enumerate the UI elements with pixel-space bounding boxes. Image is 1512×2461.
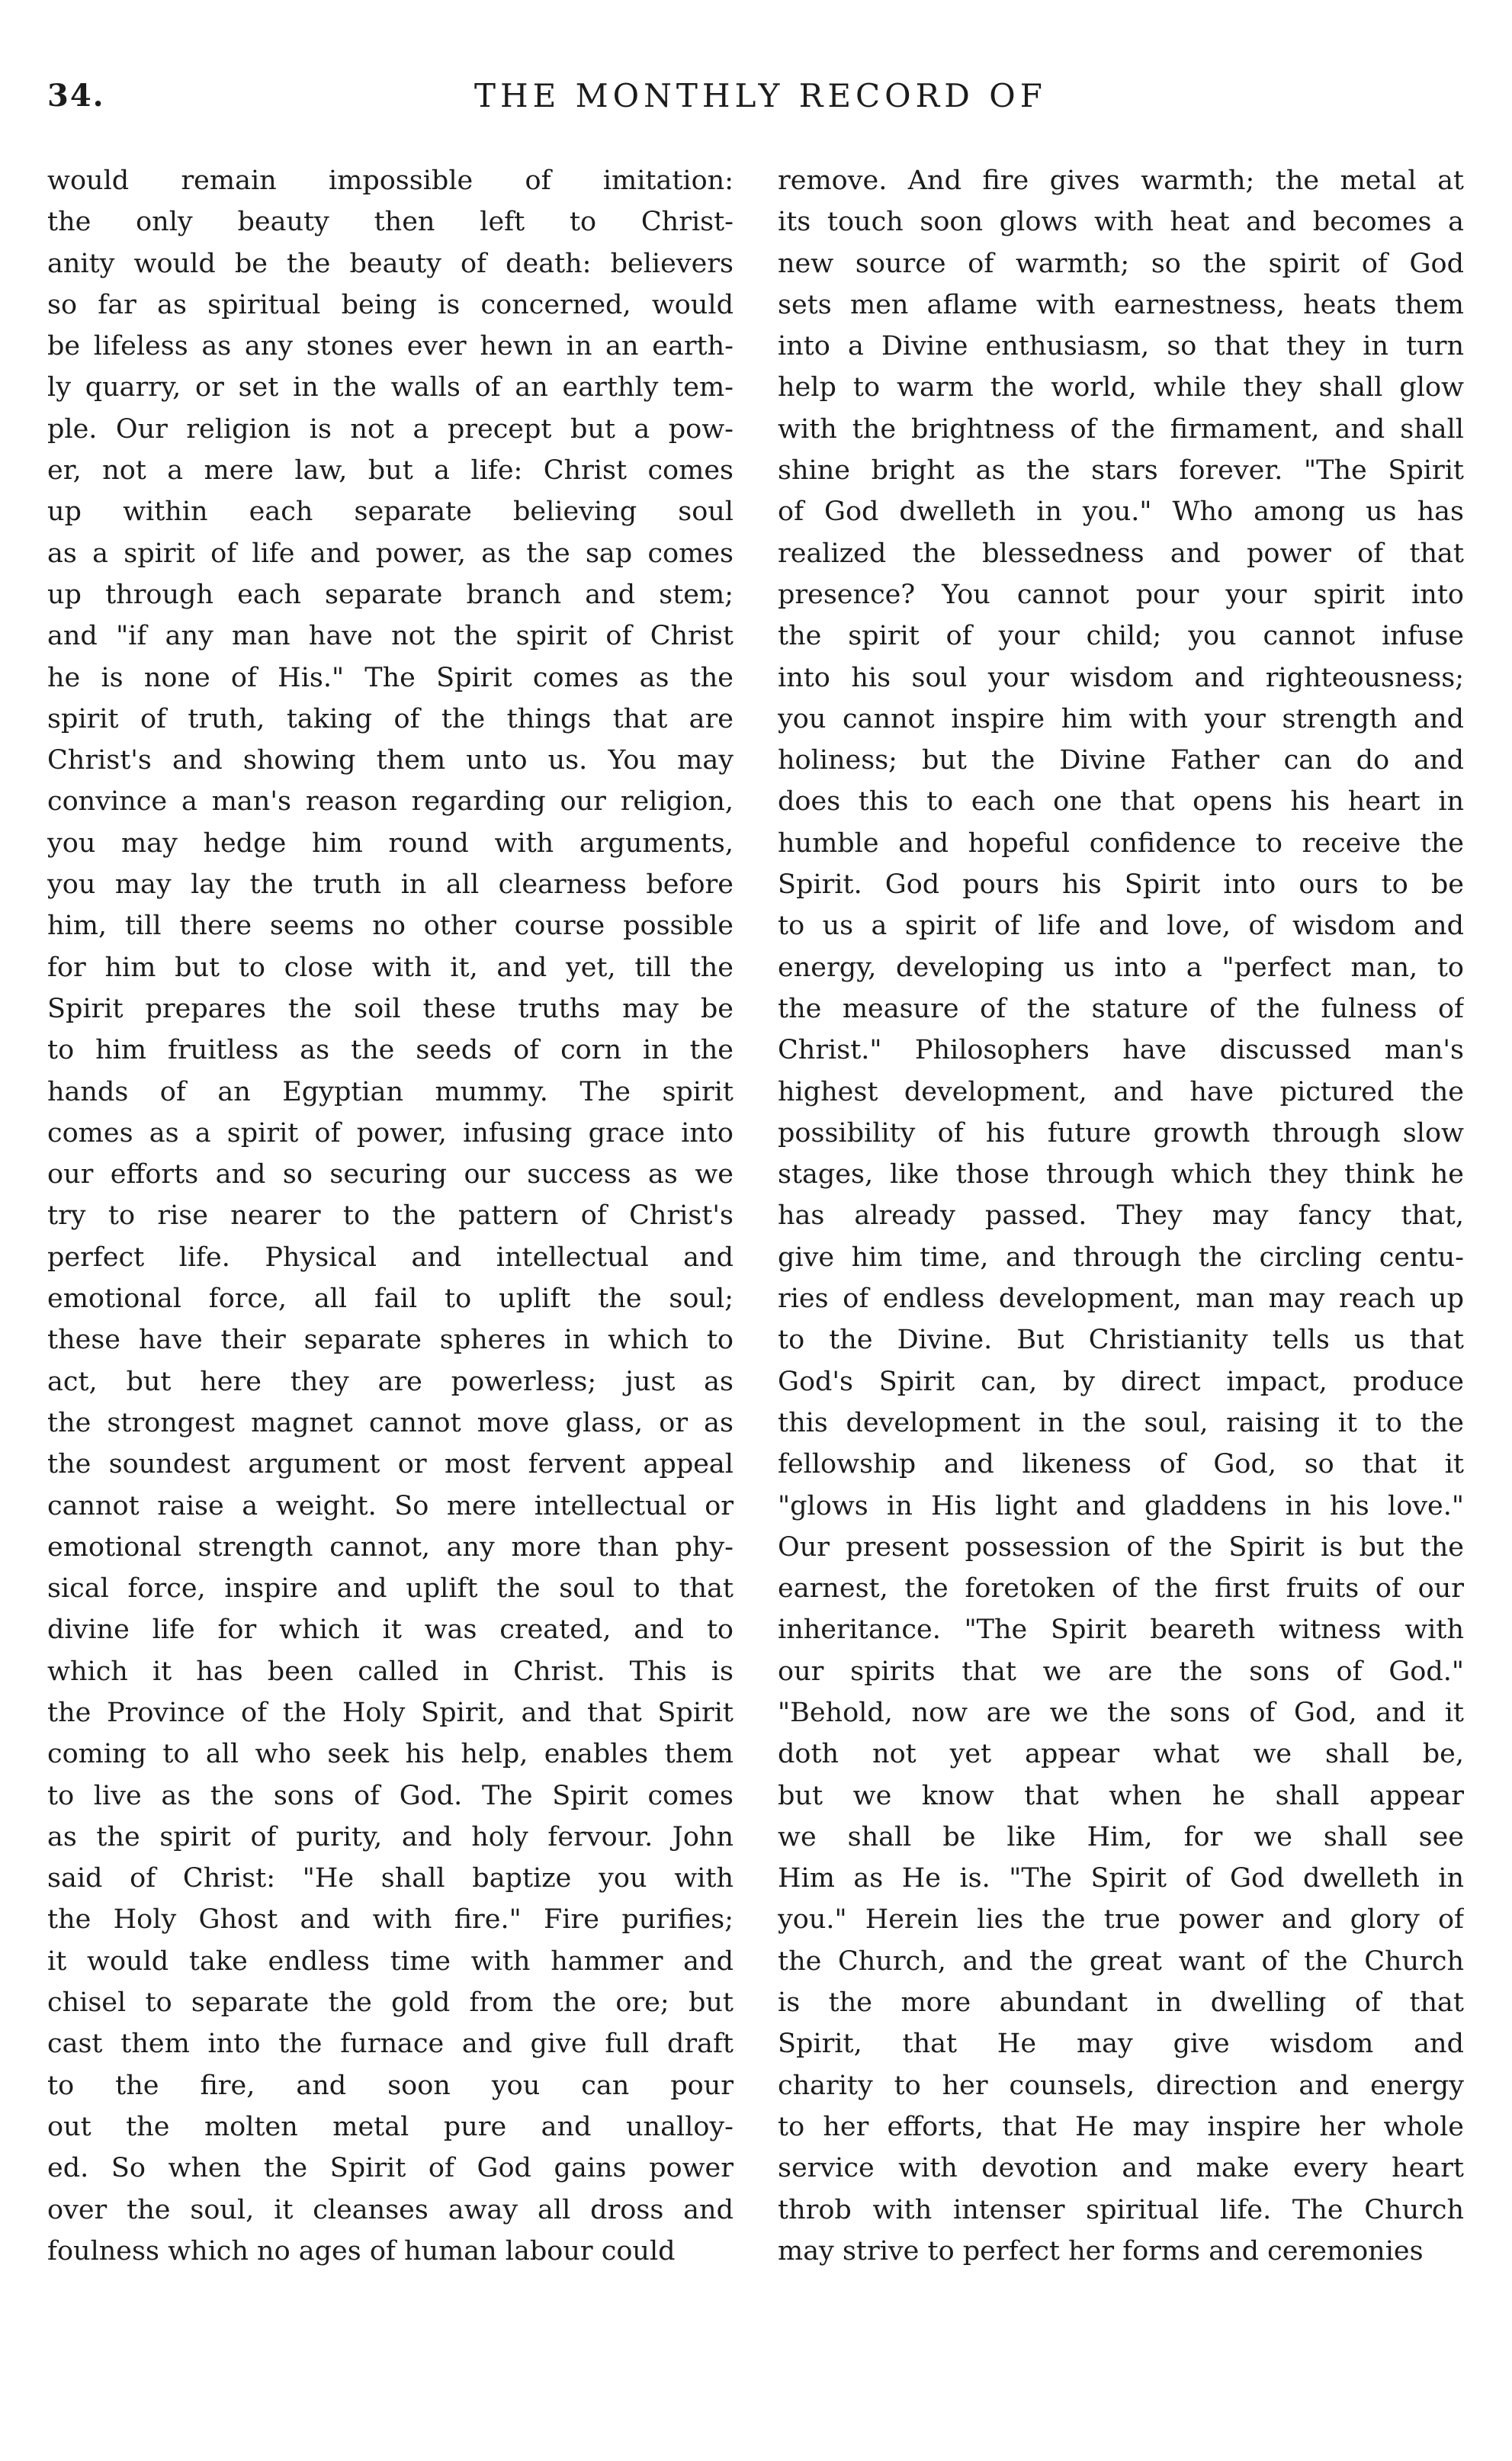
text-line: ple. Our religion is not a precept but a pow- bbox=[47, 413, 734, 445]
text-line: try to rise nearer to the pattern of Christ's bbox=[47, 1200, 734, 1232]
text-line: realized the blessedness and power of that bbox=[778, 538, 1464, 569]
text-line: spirit of truth, taking of the things that are bbox=[47, 703, 734, 734]
text-line: er, not a mere law, but a life: Christ comes bbox=[47, 455, 734, 487]
text-line: Spirit prepares the soil these truths may be bbox=[47, 993, 734, 1024]
text-line: may strive to perfect her forms and ceremonies bbox=[778, 2235, 1424, 2267]
text-line: fellowship and likeness of God, so that it bbox=[778, 1449, 1464, 1480]
text-line: perfect life. Physical and intellectual and bbox=[47, 1242, 734, 1273]
text-line: shine bright as the stars forever. "The Spirit bbox=[778, 455, 1464, 487]
text-line: chisel to separate the gold from the ore; but bbox=[47, 1987, 734, 2019]
text-line: which it has been called in Christ. This is bbox=[47, 1656, 734, 1687]
text-line: to the Divine. But Christianity tells us that bbox=[778, 1325, 1464, 1356]
text-line: Christ's and showing them unto us. You may bbox=[47, 745, 734, 776]
text-line: presence? You cannot pour your spirit into bbox=[778, 579, 1464, 610]
text-line: the Holy Ghost and with fire." Fire purifies; bbox=[47, 1904, 734, 1936]
text-line: stages, like those through which they think he bbox=[778, 1159, 1464, 1190]
text-line: into a Divine enthusiasm, so that they in turn bbox=[778, 331, 1464, 362]
text-line: ly quarry, or set in the walls of an earthly tem- bbox=[47, 372, 734, 403]
running-title: THE MONTHLY RECORD OF bbox=[474, 77, 1047, 114]
text-line: act, but here they are powerless; just as bbox=[47, 1366, 734, 1397]
text-line: earnest, the foretoken of the first fruits of our bbox=[778, 1573, 1464, 1605]
text-line: emotional force, all fail to uplift the soul; bbox=[47, 1284, 734, 1315]
text-line: holiness; but the Divine Father can do and bbox=[778, 745, 1464, 776]
text-line: the strongest magnet cannot move glass, or as bbox=[47, 1407, 734, 1438]
text-line: Our present possession of the Spirit is but the bbox=[778, 1531, 1464, 1563]
text-line: is the more abundant in dwelling of that bbox=[778, 1987, 1464, 2019]
text-line: to us a spirit of life and love, of wisdom and bbox=[778, 911, 1464, 942]
text-line: divine life for which it was created, and to bbox=[47, 1614, 734, 1646]
text-line: ed. So when the Spirit of God gains power bbox=[47, 2153, 734, 2184]
text-line: our efforts and so securing our success as we bbox=[47, 1159, 734, 1190]
page-number: 34. bbox=[47, 78, 105, 114]
text-line: our spirits that we are the sons of God." bbox=[778, 1656, 1464, 1687]
text-line: Christ." Philosophers have discussed man's bbox=[778, 1035, 1464, 1066]
text-line: foulness which no ages of human labour could bbox=[47, 2235, 676, 2267]
text-line: it would take endless time with hammer and bbox=[47, 1945, 734, 1977]
text-line: of God dwelleth in you." Who among us has bbox=[778, 496, 1464, 528]
text-line: sets men aflame with earnestness, heats them bbox=[778, 289, 1464, 320]
left-column bbox=[47, 160, 734, 2272]
text-line: emotional strength cannot, any more than phy- bbox=[47, 1531, 734, 1563]
text-line: its touch soon glows with heat and becomes a bbox=[778, 207, 1464, 238]
text-line: you cannot inspire him with your strength and bbox=[778, 703, 1464, 734]
text-line: highest development, and have pictured the bbox=[778, 1076, 1464, 1107]
text-line: comes as a spirit of power, infusing grace into bbox=[47, 1117, 734, 1149]
text-line: Spirit. God pours his Spirit into ours to be bbox=[778, 869, 1464, 901]
text-line: the measure of the stature of the fulness of bbox=[778, 993, 1464, 1024]
text-line: said of Christ: "He shall baptize you with bbox=[47, 1863, 734, 1894]
text-line: coming to all who seek his help, enables them bbox=[47, 1739, 734, 1770]
text-line: you may hedge him round with arguments, bbox=[47, 827, 734, 859]
text-line: humble and hopeful confidence to receive the bbox=[778, 827, 1464, 859]
text-line: the Church, and the great want of the Church bbox=[778, 1945, 1464, 1977]
text-line: ries of endless development, man may reach up bbox=[778, 1284, 1464, 1315]
text-line: to him fruitless as the seeds of corn in the bbox=[47, 1035, 734, 1066]
right-column bbox=[778, 160, 1464, 2272]
text-line: has already passed. They may fancy that, bbox=[778, 1200, 1464, 1232]
text-line: so far as spiritual being is concerned, would bbox=[47, 289, 734, 320]
text-line: you." Herein lies the true power and glory of bbox=[778, 1904, 1464, 1936]
text-line: throb with intenser spiritual life. The Church bbox=[778, 2194, 1464, 2225]
text-line: these have their separate spheres in which to bbox=[47, 1325, 734, 1356]
text-line: energy, developing us into a "perfect man, to bbox=[778, 952, 1464, 983]
text-line: "Behold, now are we the sons of God, and it bbox=[778, 1697, 1464, 1728]
text-line: as a spirit of life and power, as the sap comes bbox=[47, 538, 734, 569]
text-line: he is none of His." The Spirit comes as the bbox=[47, 662, 734, 693]
text-line: for him but to close with it, and yet, till the bbox=[47, 952, 734, 983]
text-line: him, till there seems no other course possible bbox=[47, 911, 734, 942]
text-line: Spirit, that He may give wisdom and bbox=[778, 2029, 1464, 2060]
text-line: to the fire, and soon you can pour bbox=[47, 2070, 734, 2101]
text-line: to live as the sons of God. The Spirit comes bbox=[47, 1780, 734, 1811]
text-line: Him as He is. "The Spirit of God dwelleth in bbox=[778, 1863, 1464, 1894]
text-line: doth not yet appear what we shall be, bbox=[778, 1739, 1464, 1770]
text-line: help to warm the world, while they shall glow bbox=[778, 372, 1464, 403]
text-line: inheritance. "The Spirit beareth witness with bbox=[778, 1614, 1464, 1646]
text-line: with the brightness of the firmament, and shall bbox=[778, 413, 1464, 445]
text-line: convince a man's reason regarding our religion, bbox=[47, 786, 734, 818]
text-line: anity would be the beauty of death: believers bbox=[47, 248, 734, 279]
text-line: up within each separate believing soul bbox=[47, 496, 734, 528]
text-line: out the molten metal pure and unalloy- bbox=[47, 2111, 734, 2142]
text-line: "glows in His light and gladdens in his love." bbox=[778, 1490, 1464, 1521]
text-line: but we know that when he shall appear bbox=[778, 1780, 1464, 1811]
text-line: would remain impossible of imitation: bbox=[47, 165, 734, 196]
page-header bbox=[47, 73, 1465, 127]
text-line: cast them into the furnace and give full draft bbox=[47, 2029, 734, 2060]
text-line: as the spirit of purity, and holy fervour. John bbox=[47, 1821, 734, 1852]
text-line: into his soul your wisdom and righteousness; bbox=[778, 662, 1464, 693]
text-line: give him time, and through the circling centu- bbox=[778, 1242, 1464, 1273]
text-line: over the soul, it cleanses away all dross and bbox=[47, 2194, 734, 2225]
text-line: you may lay the truth in all clearness before bbox=[47, 869, 734, 901]
text-line: the spirit of your child; you cannot infuse bbox=[778, 621, 1464, 652]
text-line: cannot raise a weight. So mere intellectual or bbox=[47, 1490, 734, 1521]
text-line: be lifeless as any stones ever hewn in an earth- bbox=[47, 331, 734, 362]
text-line: new source of warmth; so the spirit of God bbox=[778, 248, 1464, 279]
text-line: we shall be like Him, for we shall see bbox=[778, 1821, 1464, 1852]
text-line: charity to her counsels, direction and energy bbox=[778, 2070, 1464, 2101]
text-line: this development in the soul, raising it to the bbox=[778, 1407, 1464, 1438]
text-line: possibility of his future growth through slow bbox=[778, 1117, 1464, 1149]
text-line: hands of an Egyptian mummy. The spirit bbox=[47, 1076, 734, 1107]
text-line: service with devotion and make every heart bbox=[778, 2153, 1464, 2184]
text-line: to her efforts, that He may inspire her whole bbox=[778, 2111, 1464, 2142]
text-line: remove. And fire gives warmth; the metal at bbox=[778, 165, 1464, 196]
text-line: sical force, inspire and uplift the soul to that bbox=[47, 1573, 734, 1605]
text-line: the Province of the Holy Spirit, and that Spirit bbox=[47, 1697, 734, 1728]
text-line: and "if any man have not the spirit of Christ bbox=[47, 621, 734, 652]
text-line: does this to each one that opens his heart in bbox=[778, 786, 1464, 818]
text-line: up through each separate branch and stem; bbox=[47, 579, 734, 610]
text-line: the only beauty then left to Christ- bbox=[47, 207, 734, 238]
text-line: God's Spirit can, by direct impact, produce bbox=[778, 1366, 1464, 1397]
text-line: the soundest argument or most fervent appeal bbox=[47, 1449, 734, 1480]
